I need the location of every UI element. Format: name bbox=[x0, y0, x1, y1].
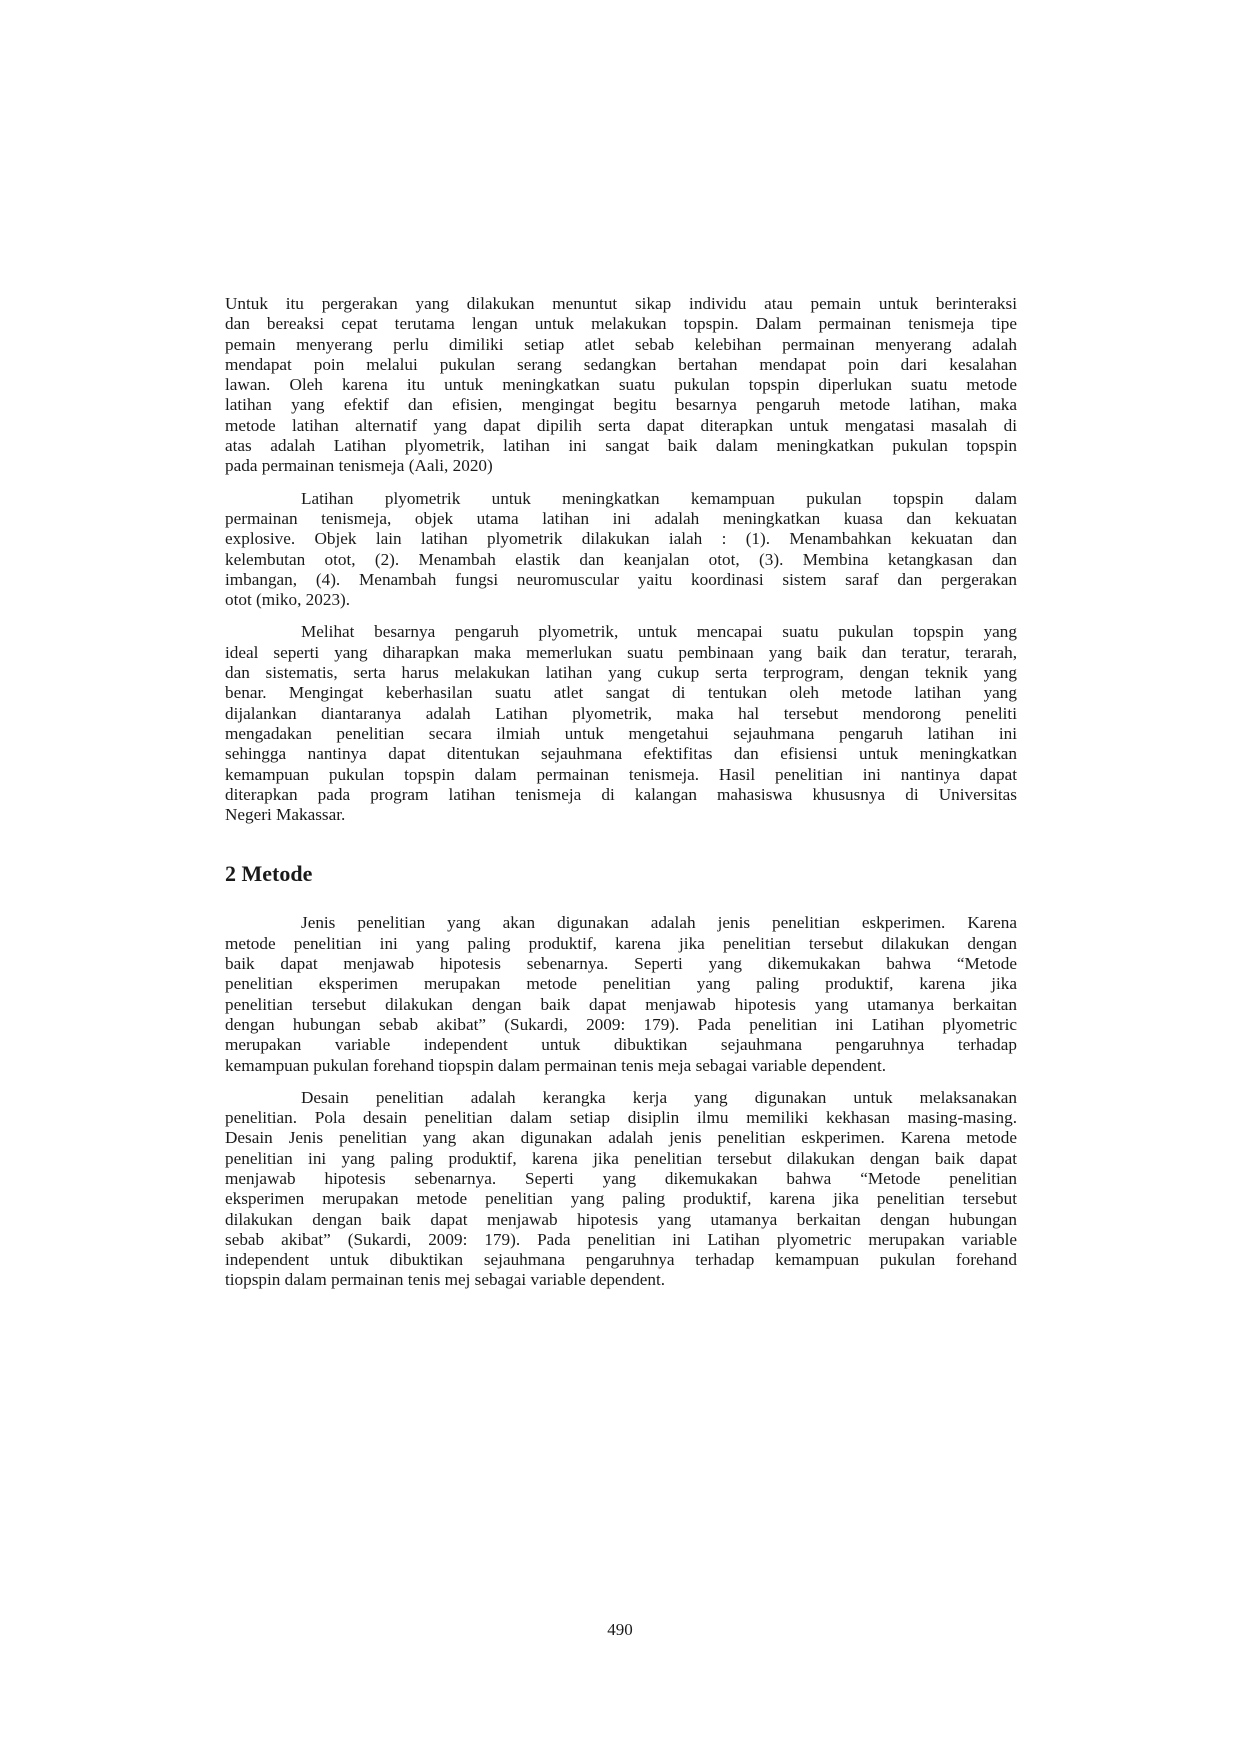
paragraph bbox=[225, 622, 1017, 825]
text-line: mengadakan penelitian secara ilmiah untuk mengetahui sejauhmana pengaruh latihan ini bbox=[225, 723, 1017, 743]
text-line: Negeri Makassar. bbox=[225, 805, 346, 825]
paragraph bbox=[225, 489, 1017, 611]
text-line: sebab akibat” (Sukardi, 2009: 179). Pada penelitian ini Latihan plyometric merupakan variable bbox=[225, 1229, 1017, 1249]
text-line: dilakukan dengan baik dapat menjawab hipotesis yang utamanya berkaitan dengan hubungan bbox=[225, 1209, 1017, 1229]
text-line: metode penelitian ini yang paling produktif, karena jika penelitian tersebut dilakukan dengan bbox=[225, 933, 1017, 953]
text-line: kemampuan pukulan topspin dalam permainan tenismeja. Hasil penelitian ini nantinya dapat bbox=[225, 764, 1017, 784]
text-line: merupakan variable independent untuk dibuktikan sejauhmana pengaruhnya terhadap bbox=[225, 1035, 1017, 1055]
text-line: baik dapat menjawab hipotesis sebenarnya. Seperti yang dikemukakan bahwa “Metode bbox=[225, 954, 1017, 974]
text-line: dijalankan diantaranya adalah Latihan plyometrik, maka hal tersebut mendorong peneliti bbox=[225, 703, 1017, 723]
text-line: penelitian ini yang paling produktif, karena jika penelitian tersebut dilakukan dengan baik dapat bbox=[225, 1148, 1017, 1168]
text-line: eksperimen merupakan metode penelitian yang paling produktif, karena jika penelitian tersebut bbox=[225, 1189, 1017, 1209]
text-line: ideal seperti yang diharapkan maka memerlukan suatu pembinaan yang baik dan teratur, terarah, bbox=[225, 642, 1017, 662]
text-line: atas adalah Latihan plyometrik, latihan ini sangat baik dalam meningkatkan pukulan topspin bbox=[225, 436, 1017, 456]
text-line: Melihat besarnya pengaruh plyometrik, untuk mencapai suatu pukulan topspin yang bbox=[301, 622, 1017, 642]
text-line: permainan tenismeja, objek utama latihan ini adalah meningkatkan kuasa dan kekuatan bbox=[225, 508, 1017, 528]
paragraph bbox=[225, 913, 1017, 1075]
text-line: Jenis penelitian yang akan digunakan adalah jenis penelitian eskperimen. Karena bbox=[301, 913, 1017, 933]
text-line: penelitian eksperimen merupakan metode penelitian yang paling produktif, karena jika bbox=[225, 974, 1017, 994]
text-line: independent untuk dibuktikan sejauhmana pengaruhnya terhadap kemampuan pukulan forehand bbox=[225, 1250, 1017, 1270]
text-line: diterapkan pada program latihan tenismeja di kalangan mahasiswa khususnya di Universitas bbox=[225, 784, 1017, 804]
text-line: latihan yang efektif dan efisien, mengingat begitu besarnya pengaruh metode latihan, maka bbox=[225, 395, 1017, 415]
text-line: tiopspin dalam permainan tenis mej sebagai variable dependent. bbox=[225, 1270, 666, 1290]
text-line: kemampuan pukulan forehand tiopspin dalam permainan tenis meja sebagai variable dependent. bbox=[225, 1055, 887, 1075]
text-line: explosive. Objek lain latihan plyometrik dilakukan ialah : (1). Menambahkan kekuatan dan bbox=[225, 529, 1017, 549]
page-body bbox=[225, 294, 1017, 1303]
paragraph bbox=[225, 294, 1017, 477]
text-line: sehingga nantinya dapat ditentukan sejauhmana efektifitas dan efisiensi untuk meningkatkan bbox=[225, 744, 1017, 764]
text-line: penelitian. Pola desain penelitian dalam setiap disiplin ilmu memiliki kekhasan masing-masing. bbox=[225, 1108, 1017, 1128]
text-line: dengan hubungan sebab akibat” (Sukardi, 2009: 179). Pada penelitian ini Latihan plyometric bbox=[225, 1014, 1017, 1034]
text-line: menjawab hipotesis sebenarnya. Seperti yang dikemukakan bahwa “Metode penelitian bbox=[225, 1168, 1017, 1188]
text-line: dan sistematis, serta harus melakukan latihan yang cukup serta terprogram, dengan teknik yang bbox=[225, 663, 1017, 683]
text-line: imbangan, (4). Menambah fungsi neuromuscular yaitu koordinasi sistem saraf dan pergerakan bbox=[225, 569, 1017, 589]
text-line: pada permainan tenismeja (Aali, 2020) bbox=[225, 456, 493, 476]
text-line: metode latihan alternatif yang dapat dipilih serta dapat diterapkan untuk mengatasi masalah di bbox=[225, 415, 1017, 435]
text-line: pemain menyerang perlu dimiliki setiap atlet sebab kelebihan permainan menyerang adalah bbox=[225, 334, 1017, 354]
method-section bbox=[225, 913, 1017, 1290]
section-heading: 2 Metode bbox=[225, 861, 313, 887]
text-line: dan bereaksi cepat terutama lengan untuk melakukan topspin. Dalam permainan tenismeja tipe bbox=[225, 314, 1017, 334]
text-line: lawan. Oleh karena itu untuk meningkatkan suatu pukulan topspin diperlukan suatu metode bbox=[225, 375, 1017, 395]
page-number: 490 bbox=[607, 1620, 633, 1639]
text-line: penelitian tersebut dilakukan dengan baik dapat menjawab hipotesis yang utamanya berkaitan bbox=[225, 994, 1017, 1014]
text-line: benar. Mengingat keberhasilan suatu atlet sangat di tentukan oleh metode latihan yang bbox=[225, 683, 1017, 703]
text-line: kelembutan otot, (2). Menambah elastik dan keanjalan otot, (3). Membina ketangkasan dan bbox=[225, 549, 1017, 569]
text-line: Desain Jenis penelitian yang akan digunakan adalah jenis penelitian eskperimen. Karena metode bbox=[225, 1128, 1017, 1148]
text-line: Desain penelitian adalah kerangka kerja yang digunakan untuk melaksanakan bbox=[301, 1087, 1017, 1107]
text-line: mendapat poin melalui pukulan serang sedangkan bertahan mendapat poin dari kesalahan bbox=[225, 354, 1017, 374]
text-line: Latihan plyometrik untuk meningkatkan kemampuan pukulan topspin dalam bbox=[301, 488, 1017, 508]
text-line: otot (miko, 2023). bbox=[225, 590, 351, 610]
text-line: Untuk itu pergerakan yang dilakukan menuntut sikap individu atau pemain untuk berinteraksi bbox=[225, 294, 1017, 313]
intro-section bbox=[225, 294, 1017, 825]
paragraph bbox=[225, 1088, 1017, 1291]
